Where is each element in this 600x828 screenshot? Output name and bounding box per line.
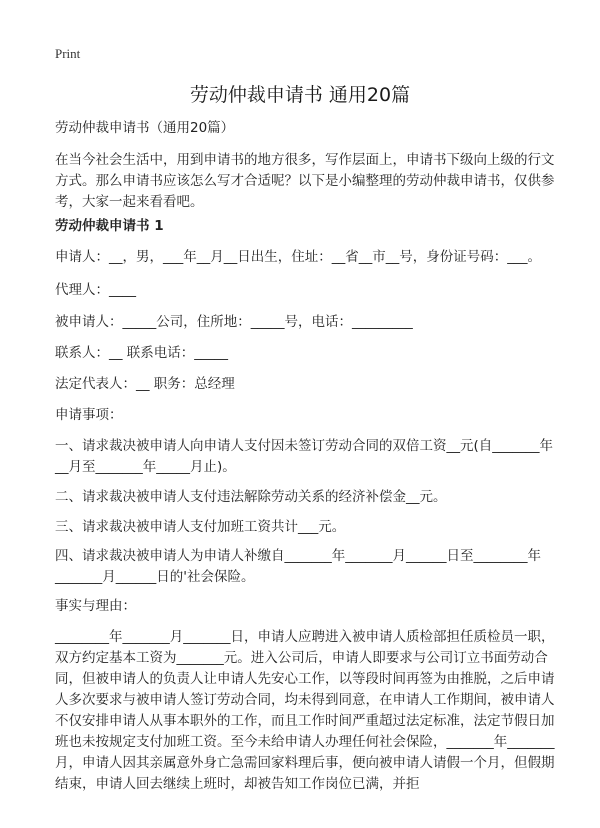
applicant-line: 申请人：__，男，___年__月__日出生，住址：__省__市__号，身份证号码：___。	[55, 249, 541, 265]
agent-line: 代理人：____	[55, 282, 136, 298]
matters-heading: 申请事项：	[55, 407, 123, 423]
facts-paragraph: ________年_______月_______日，申请人应聘进入被申请人质检部担任质检员一职，双方约定基本工资为_______元。进入公司后，申请人即要求与公司订立书面劳动合同，但被申请人的负责人让申请人先安心工作，以等段时间再签为由推脱，之后申请人多次要求与被申请人签订劳动合同，均未得到同意，在申请人工作期间，被申请人不仅安排申请人从事本职外的工作，而且工作时间严重超过法定标准，法定节假日加班也未按规定支付加班工资。至今未给申请人办理任何社会保险，_______年_______月，申请人因其亲属意外身亡急需回家料理后事，便向被申请人请假一个月，但假期结束，申请人回去继续上班时，却被告知工作岗位已满，并拒	[55, 629, 555, 792]
section-heading: 劳动仲裁申请书 1	[55, 218, 164, 234]
request-item-2: 二、请求裁决被申请人支付违法解除劳动关系的经济补偿金__元。	[55, 489, 447, 505]
request-item-4: 四、请求裁决被申请人为申请人补缴自_______年_______月______日至________年_______月______日的'社会保险。	[55, 548, 541, 585]
intro-paragraph: 在当今社会生活中，用到申请书的地方很多，写作层面上，申请书下级向上级的行文方式。那么申请书应该怎么写才合适呢？以下是小编整理的劳动仲裁申请书，仅供参考，大家一起来看看吧。	[55, 152, 555, 210]
request-item-3: 三、请求裁决被申请人支付加班工资共计___元。	[55, 519, 346, 535]
respondent-line: 被申请人：_____公司，住所地：_____号，电话：_________	[55, 314, 413, 330]
contact-line: 联系人：__ 联系电话：_____	[55, 345, 229, 361]
facts-heading: 事实与理由：	[55, 598, 136, 614]
page-title: 劳动仲裁申请书 通用20篇	[189, 84, 411, 106]
request-item-1: 一、请求裁决被申请人向申请人支付因未签订劳动合同的双倍工资__元(自_______年__月至_______年_____月止)。	[55, 438, 554, 475]
legal-rep-line: 法定代表人：__ 职务：总经理	[55, 376, 235, 392]
document-subtitle: 劳动仲裁申请书（通用20篇）	[55, 120, 235, 136]
print-link[interactable]: Print	[55, 46, 81, 61]
